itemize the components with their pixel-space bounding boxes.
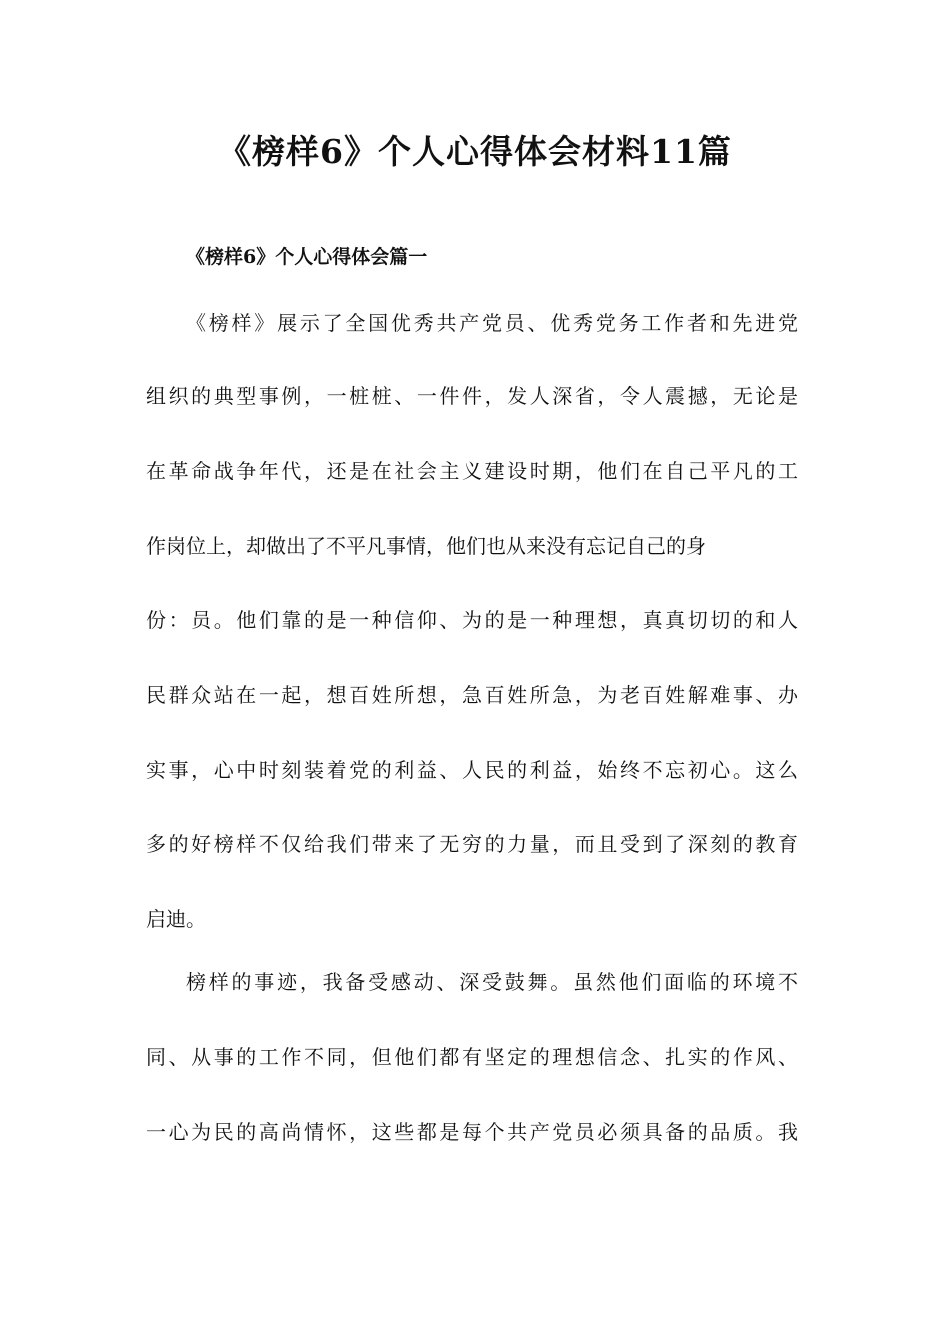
body-line: 同、从事的工作不同，但他们都有坚定的理想信念、扎实的作风、 <box>146 1045 798 1069</box>
document-title: 《榜样6》个人心得体会材料11篇 <box>218 132 732 171</box>
body-line: 一心为民的高尚情怀，这些都是每个共产党员必须具备的品质。我 <box>146 1120 798 1144</box>
body-line: 民群众站在一起，想百姓所想，急百姓所急，为老百姓解难事、办 <box>146 683 798 707</box>
body-line: 多的好榜样不仅给我们带来了无穷的力量，而且受到了深刻的教育 <box>146 832 798 856</box>
body-line: 作岗位上，却做出了不平凡事情，他们也从来没有忘记自己的身 <box>146 534 706 558</box>
body-line: 在革命战争年代，还是在社会主义建设时期，他们在自己平凡的工 <box>146 459 798 483</box>
body-line: 启迪。 <box>146 907 206 931</box>
body-line: 榜样的事迹，我备受感动、深受鼓舞。虽然他们面临的环境不 <box>186 970 798 994</box>
body-line: 实事，心中时刻装着党的利益、人民的利益，始终不忘初心。这么 <box>146 758 798 782</box>
body-line: 《榜样》展示了全国优秀共产党员、优秀党务工作者和先进党 <box>186 311 798 335</box>
body-line: 份：员。他们靠的是一种信仰、为的是一种理想，真真切切的和人 <box>146 608 798 632</box>
section-heading: 《榜样6》个人心得体会篇一 <box>186 246 428 268</box>
body-line: 组织的典型事例，一桩桩、一件件，发人深省，令人震撼，无论是 <box>146 384 798 408</box>
